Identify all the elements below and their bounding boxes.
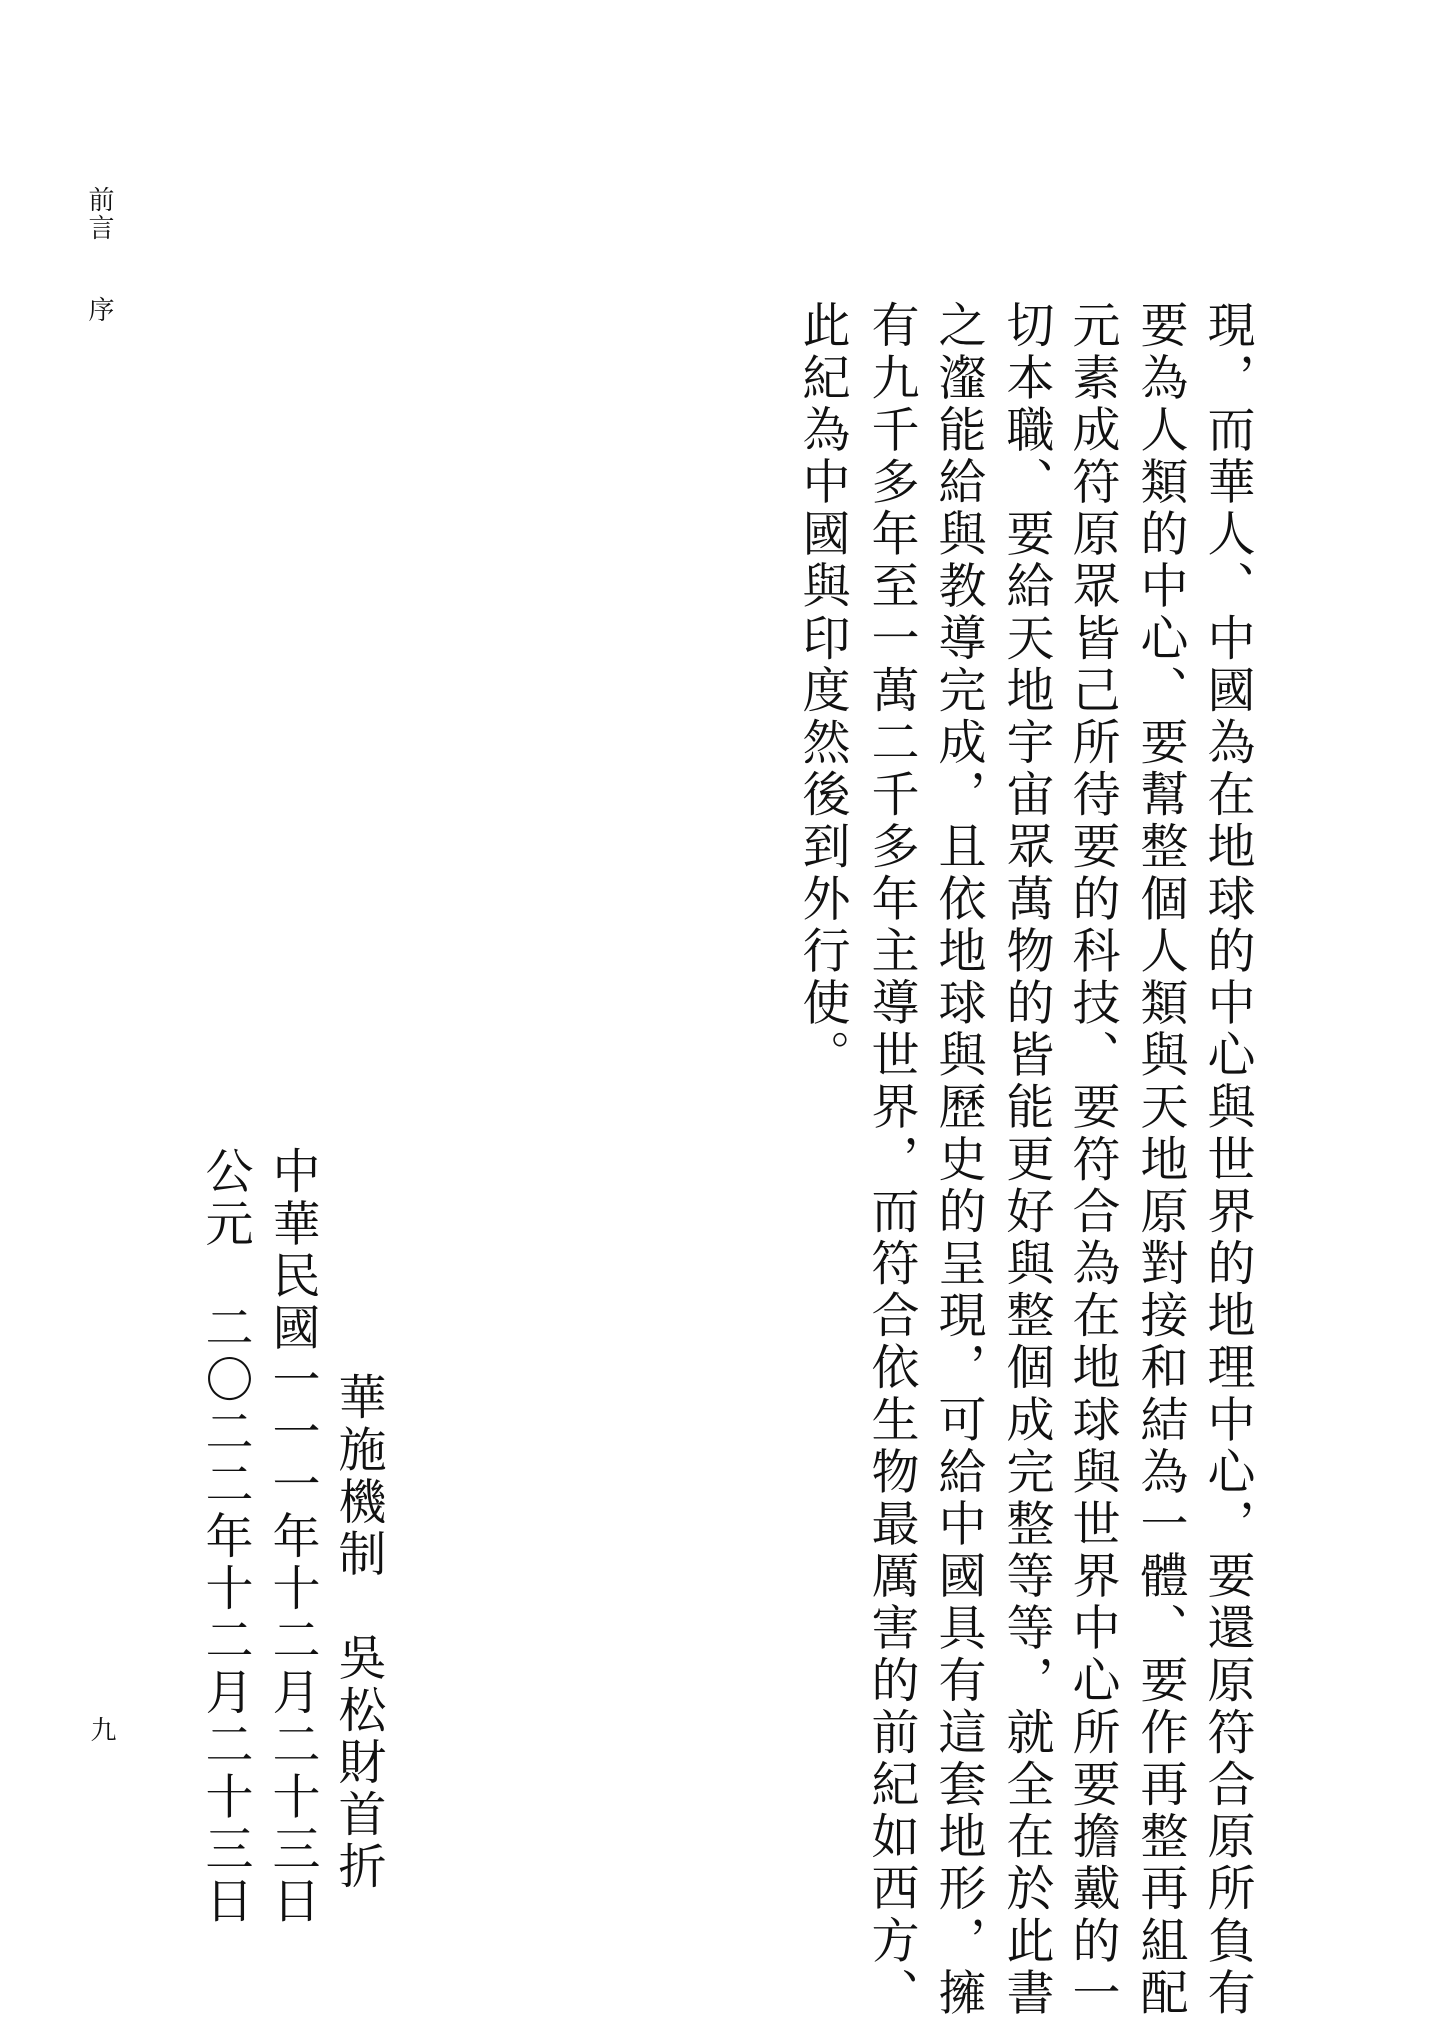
body-column: 元素成符原眾皆己所待要的科技、要符合為在地球與世界中心所要擔戴的一	[1064, 300, 1120, 2019]
body-column: 要為人類的中心、要幫整個人類與天地原對接和結為一體、要作再整再組配	[1132, 300, 1188, 2019]
body-column: 此紀為中國與印度然後到外行使。	[794, 300, 850, 1082]
running-section: 序	[84, 296, 114, 324]
page-number: 九	[86, 1716, 116, 1744]
body-column: 現，而華人、中國為在地球的中心與世界的地理中心，要還原符合原所負有	[1199, 300, 1255, 2019]
body-column: 切本職、要給天地宇宙眾萬物的皆能更好與整個成完整等等，就全在於此書	[998, 300, 1054, 2019]
running-title: 前言	[84, 186, 114, 242]
signature-author: 華施機制 吳松財首折	[330, 1372, 386, 1893]
body-column: 之瀣能給與教導完成，且依地球與歷史的呈現，可給中國具有這套地形，擁	[930, 300, 986, 2019]
body-column: 有九千多年至一萬二千多年主導世界，而符合依生物最厲害的前紀如西方、	[863, 300, 919, 2019]
signature-roc-date: 中華民國一一一年十二月二十三日	[264, 1146, 320, 1928]
signature-ce-date: 公元 二〇二二年十二月二十三日	[197, 1146, 253, 1928]
